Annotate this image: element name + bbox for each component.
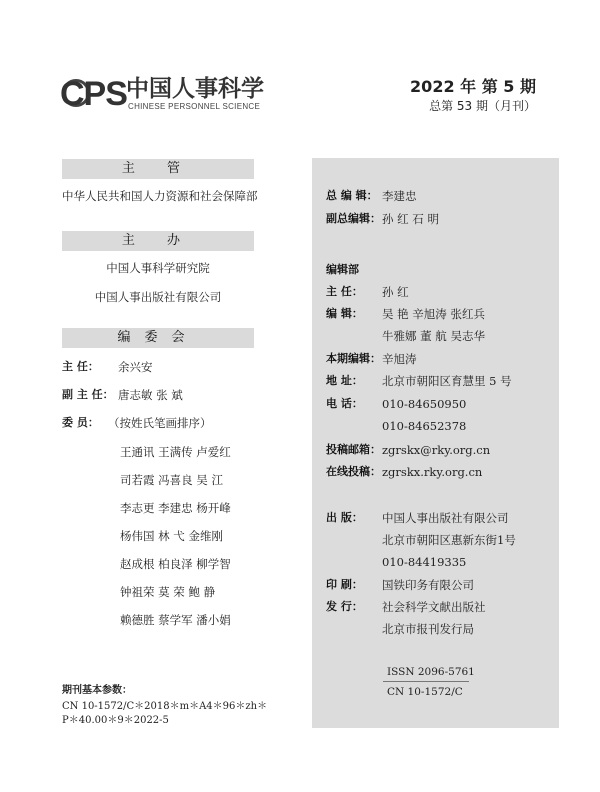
address-label: 地 址： <box>326 374 363 387</box>
member-row: 钟祖荣 莫 荣 鲍 静 <box>120 585 216 599</box>
editorial-dept-heading: 编辑部 <box>326 263 359 276</box>
member-row: 王通讯 王满传 卢爱红 <box>120 445 231 459</box>
params-line-2: P＊40.00＊9＊2022-5 <box>62 715 169 726</box>
member-row: 杨伟国 林 弋 金维刚 <box>120 529 223 543</box>
editors-line-2: 牛雅娜 董 航 吴志华 <box>382 329 485 343</box>
issn: ISSN 2096-5761 <box>387 666 475 678</box>
chair-name: 余兴安 <box>118 360 153 374</box>
online-submission-url: zgrskx.rky.org.cn <box>382 465 483 479</box>
params-line-1: CN 10-1572/C＊2018＊m＊A4＊96＊zh＊ <box>62 701 268 712</box>
online-submission-label: 在线投稿： <box>326 465 381 478</box>
sponsor-heading: 主 办 <box>62 231 254 251</box>
distributor-label: 发 行： <box>326 600 363 613</box>
members-label: 委 员： <box>62 416 99 429</box>
director: 孙 红 <box>382 285 409 299</box>
editors-label: 编 辑： <box>326 307 363 320</box>
members-note: （按姓氏笔画排序） <box>108 416 212 430</box>
vice-label: 副 主 任： <box>62 388 114 401</box>
journal-title: 中国人事科学 <box>126 76 264 102</box>
publisher-address: 北京市朝阳区惠新东街1号 <box>382 533 516 547</box>
params-label: 期刊基本参数： <box>62 685 132 696</box>
phone-label: 电 话： <box>326 397 363 410</box>
supervisor-heading: 主 管 <box>62 159 254 179</box>
editors-line-1: 吴 艳 辛旭涛 张红兵 <box>382 307 485 321</box>
printer: 国铁印务有限公司 <box>382 578 474 592</box>
issn-divider <box>383 681 469 682</box>
distributor-2: 北京市报刊发行局 <box>382 622 474 636</box>
chief-editor: 李建忠 <box>382 189 417 203</box>
sponsor-2: 中国人事出版社有限公司 <box>94 290 222 304</box>
issue-editor: 辛旭涛 <box>382 352 417 366</box>
issue-number: 2022 年 第 5 期 <box>410 77 536 96</box>
committee-heading: 编委会 <box>62 328 254 348</box>
deputy-editors: 孙 红 石 明 <box>382 212 439 226</box>
total-issue: 总第 53 期（月刊） <box>429 99 536 113</box>
publisher-label: 出 版： <box>326 511 363 524</box>
vice-names: 唐志敏 张 斌 <box>118 388 183 402</box>
member-row: 赖德胜 蔡学军 潘小娟 <box>120 613 231 627</box>
deputy-editor-label: 副总编辑： <box>326 212 381 225</box>
supervisor-name: 中华人民共和国人力资源和社会保障部 <box>62 189 258 203</box>
chief-editor-label: 总 编 辑： <box>326 189 378 202</box>
address: 北京市朝阳区育慧里 5 号 <box>382 374 512 388</box>
member-row: 赵成根 柏良泽 柳学智 <box>120 557 231 571</box>
sponsor-1: 中国人事科学研究院 <box>106 261 210 275</box>
phone-1: 010-84650950 <box>382 397 467 411</box>
issue-editor-label: 本期编辑： <box>326 352 381 365</box>
publisher-phone: 010-84419335 <box>382 555 467 569</box>
printer-label: 印 刷： <box>326 578 363 591</box>
publisher: 中国人事出版社有限公司 <box>382 511 509 525</box>
cn-number: CN 10-1572/C <box>387 686 463 698</box>
director-label: 主 任： <box>326 285 363 298</box>
member-row: 司若霞 冯喜良 吴 江 <box>120 473 223 487</box>
distributor-1: 社会科学文献出版社 <box>382 600 486 614</box>
submission-email: zgrskx@rky.org.cn <box>382 443 491 457</box>
phone-2: 010-84652378 <box>382 419 467 433</box>
member-row: 李志更 李建忠 杨开峰 <box>120 501 231 515</box>
logo-mark: CPS <box>60 75 127 113</box>
email-label: 投稿邮箱： <box>326 443 381 456</box>
journal-subtitle: CHINESE PERSONNEL SCIENCE <box>128 102 261 111</box>
chair-label: 主 任： <box>62 360 99 373</box>
